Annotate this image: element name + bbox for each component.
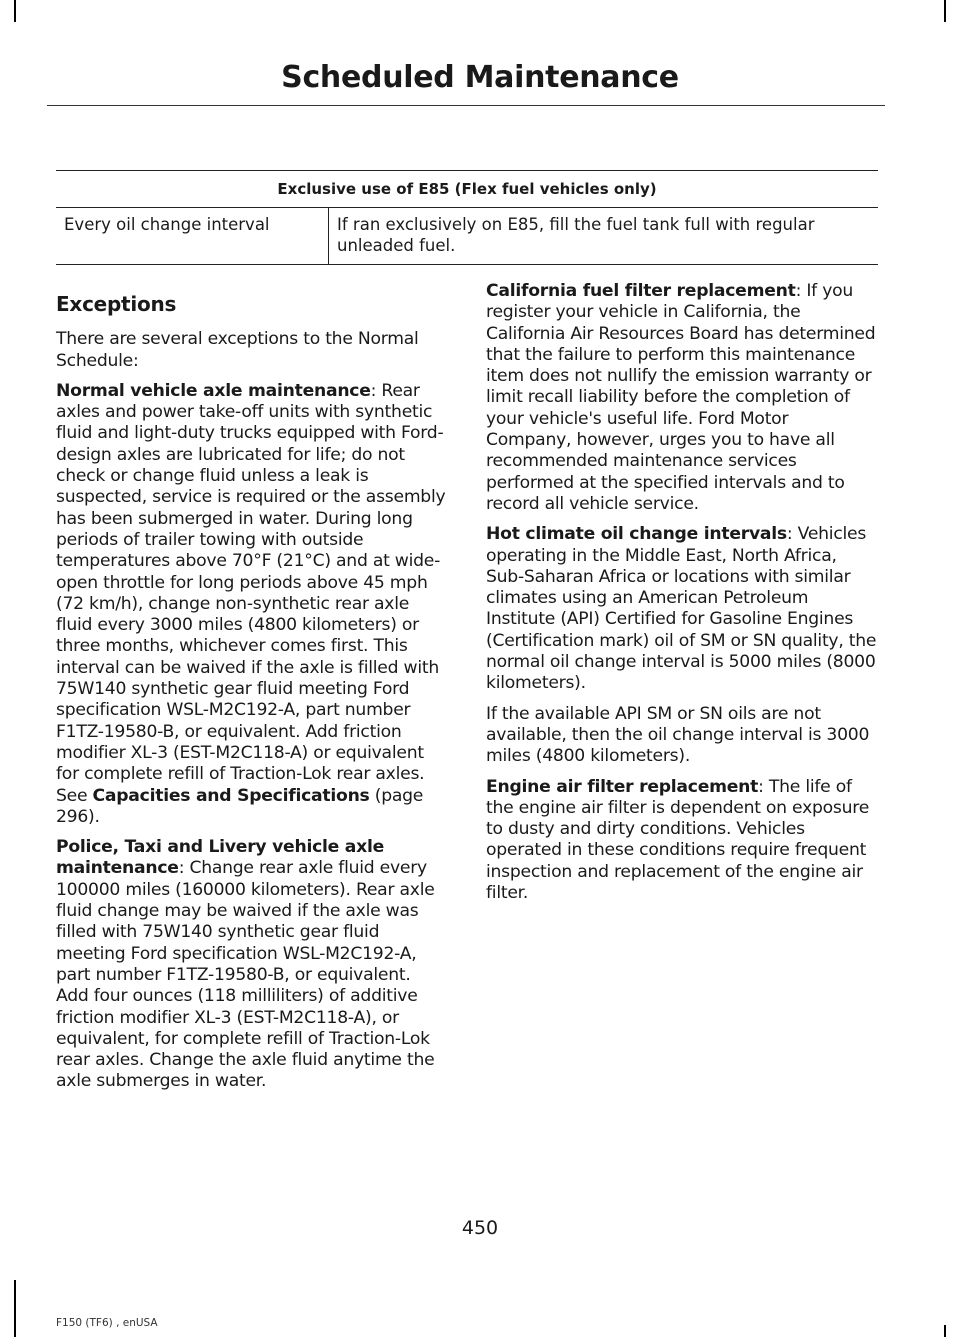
term-axle-maintenance: Normal vehicle axle maintenance xyxy=(56,380,371,401)
term-hot-climate: Hot climate oil change intervals xyxy=(486,524,787,545)
table-cell-action: If ran exclusively on E85, fill the fuel tank full with regular unleaded fuel. xyxy=(329,208,879,265)
axle-maintenance-body: : Rear axles and power take-off units with synthetic fluid and light-duty trucks equipped with Ford-design axles are lubricated for life; do not check or change fluid unless a leak is suspected, service is required or the assembly has been submerged in water. During long periods of trailer towing with outside temperatures above 70°F (21°C) and at wide-open throttle for long periods above 45 mph (72 km/h), change non-synthetic rear axle fluid every 3000 miles (4800 kilometers) or three months, whichever comes first. This interval can be waived if the axle is filled with 75W140 synthetic gear fluid meeting Ford specification WSL-M2C192-A, part number F1TZ-19580-B, or equivalent. Add friction modifier XL-3 (EST-M2C118-A) or equivalent for complete refill of Traction-Lok rear axles. See xyxy=(56,380,446,806)
left-column xyxy=(56,280,448,1102)
crop-mark-bottom-left xyxy=(14,1280,16,1337)
header-divider xyxy=(47,105,885,106)
term-police-axle: Police, Taxi and Livery vehicle axle maintenance xyxy=(56,837,385,879)
hot-climate-body: : Vehicles operating in the Middle East, North Africa, Sub-Saharan Africa or locations with similar climates using an American Petroleum Institute (API) Certified for Gasoline Engines (Certification mark) oil of SM or SN quality, the normal oil change interval is 5000 miles (8000 kilometers). xyxy=(486,524,877,694)
page-reference: (page 296). xyxy=(56,785,424,827)
crop-mark-top-left xyxy=(14,0,16,22)
term-california-fuel-filter: California fuel filter replacement xyxy=(486,281,796,301)
paragraph-hot-climate xyxy=(486,524,878,694)
paragraph-air-filter xyxy=(486,777,878,905)
paragraph-california-fuel-filter xyxy=(486,281,878,515)
term-air-filter: Engine air filter replacement xyxy=(486,776,759,797)
table-row xyxy=(56,208,878,265)
e85-table xyxy=(56,170,878,265)
crop-mark-bottom-right xyxy=(944,1325,946,1337)
right-column xyxy=(486,281,878,913)
hot-climate-note: If the available API SM or SN oils are not available, then the oil change interval is 3000 miles (4800 kilometers). xyxy=(486,703,870,767)
air-filter-body: : The life of the engine air filter is dependent on exposure to dusty and dirty conditions. Vehicles operated in these conditions require frequent inspection and replacement of the engine air filter. xyxy=(486,776,870,904)
table-header-row xyxy=(56,171,878,208)
footer-label: F150 (TF6) , enUSA xyxy=(56,1317,158,1329)
california-fuel-filter-body: : If you register your vehicle in California, the California Air Resources Board has determined that the failure to perform this maintenance item does not nullify the emission warranty or limit recall liability before the completion of your vehicle's useful life. Ford Motor Company, however, urges you to have all recommended maintenance services performed at the specified intervals and to record all vehicle service. xyxy=(486,281,876,514)
page-number: 450 xyxy=(461,1217,499,1239)
table-heading: Exclusive use of E85 (Flex fuel vehicles only) xyxy=(56,171,878,208)
police-axle-body: : Change rear axle fluid every 100000 miles (160000 kilometers). Rear axle fluid change may be waived if the axle was filled with 75W140 synthetic gear fluid meeting Ford specification WSL-M2C192-A, part number F1TZ-19580-B, or equivalent. Add four ounces (118 milliliters) of additive friction modifier XL-3 (EST-M2C118-A), or equivalent, for complete refill of Traction-Lok rear axles. Change the axle fluid anytime the axle submerges in water. xyxy=(56,858,435,1092)
paragraph-axle-maintenance xyxy=(56,381,448,828)
section-heading-exceptions: Exceptions xyxy=(56,292,177,316)
cross-reference-link[interactable]: Capacities and Specifications xyxy=(92,785,370,806)
table-cell-interval: Every oil change interval xyxy=(56,208,329,265)
paragraph-police-axle xyxy=(56,837,448,1093)
page-title: Scheduled Maintenance xyxy=(281,60,679,95)
crop-mark-top-right xyxy=(944,0,946,22)
exceptions-intro: There are several exceptions to the Normal Schedule: xyxy=(56,329,419,371)
